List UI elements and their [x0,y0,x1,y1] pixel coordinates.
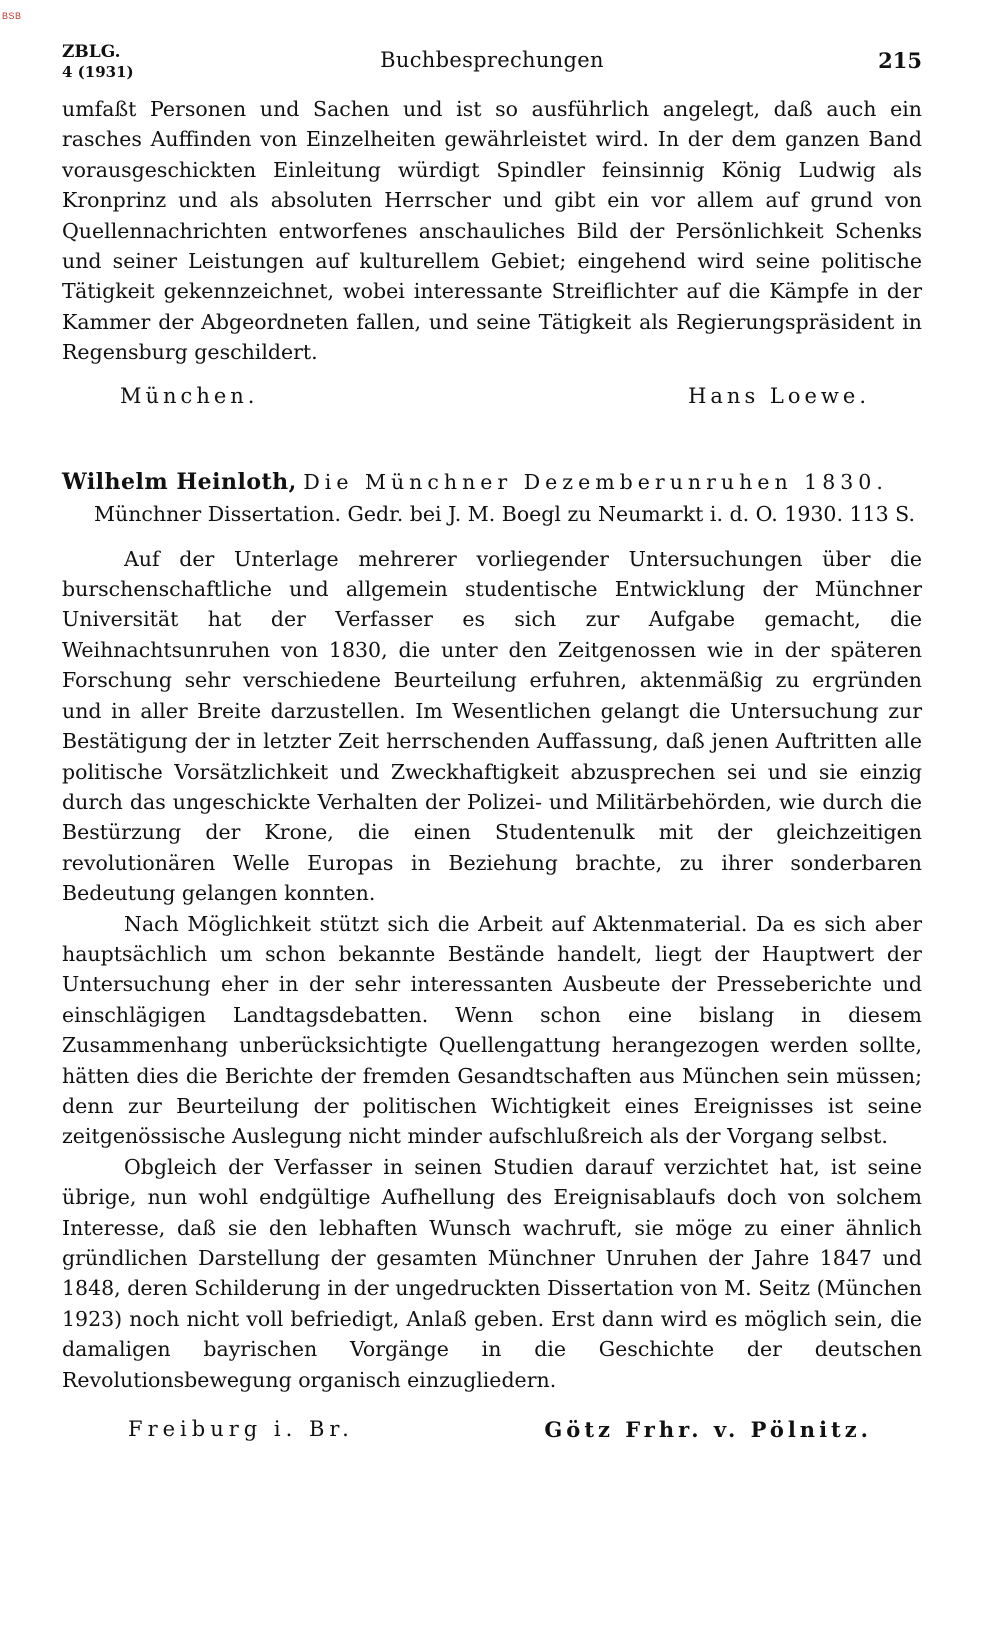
review2-reviewer: Götz Frhr. v. Pölnitz. [544,1417,872,1443]
journal-abbreviation: ZBLG. [62,42,121,62]
review2-paragraph-2: Nach Möglichkeit stützt sich die Arbeit auf Aktenmaterial. Da es sich aber hauptsächlich um schon bekannte Bestände handelt, liegt der Hauptwert der Untersuchung eher in der sehr interessanten Ausbeute der Presseberichte und einschlägigen Landtagsdebatten. Wenn schon eine bislang in diesem Zusammenhang unberücksichtigte Quellengattung herangezogen werden sollte, hätten dies die Berichte der fremden Gesandtschaften aus München sein müssen; denn zur Beurteilung der politischen Wichtigkeit eines Ereignisses ist seine zeitgenössische Auslegung nicht minder aufschlußreich als der Vorgang selbst. [62,911,922,1149]
journal-volume: 4 (1931) [62,63,134,81]
review2-paragraph-3: Obgleich der Verfasser in seinen Studien darauf verzichtet hat, ist seine übrige, nun wohl endgültige Aufhellung des Ereignisablaufs doch von solchem Interesse, daß sie den lebhaften Wunsch wachruft, sie möge zu einer ähnlich gründlichen Darstellung der gesamten Münchner Unruhen der Jahre 1847 und 1848, deren Schilderung in der ungedruckten Dissertation von M. Seitz (München 1923) noch nicht voll befriedigt, Anlaß geben. Erst dann wird es möglich sein, die damaligen bayrischen Vorgänge in die Geschichte der deutschen Revolutionsbewegung organisch einzugliedern. [62,1154,922,1392]
bsb-watermark: BSB [2,11,22,21]
review2-publication-details: Münchner Dissertation. Gedr. bei J. M. Boegl zu Neumarkt i. d. O. 1930. 113 S. [94,501,915,526]
review1-body: umfaßt Personen und Sachen und ist so ausführlich angelegt, daß auch ein rasches Auffinden von Einzelheiten gewährleistet wird. In der dem ganzen Band vorausgeschickten Einleitung würdigt Spindler feinsinnig König Ludwig als Kronprinz und als absoluten Herrscher und gibt ein vor allem auf grund von Quellennachrichten entworfenes anschauliches Bild der Persönlichkeit Schenks und seiner Leistungen auf kulturellem Gebiet; eingehend wird seine politische Tätigkeit gekennzeichnet, wobei interessante Streiflichter auf die Kämpfe in der Kammer der Abgeordneten fallen, und seine Tätigkeit als Regierungspräsident in Regensburg geschildert. [62,97,922,365]
review1-signature [62,384,922,420]
review2-signature [62,1417,922,1453]
review1-place: München. [120,383,259,408]
review2-book-title: Die Münchner Dezemberunruhen 1830. [303,469,888,494]
running-title: Buchbesprechungen [380,48,604,72]
review2-paragraph-1: Auf der Unterlage mehrerer vorliegender Untersuchungen über die burschenschaftliche und allgemein studentische Entwicklung der Münchner Universität hat der Verfasser es sich zur Aufgabe gemacht, die Weihnachtsunruhen von 1830, die unter den Zeitgenossen wie in der späteren Forschung sehr verschiedene Beurteilung erfuhren, aktenmäßig zu ergründen und in aller Breite darzustellen. Im Wesentlichen gelangt die Untersuchung zur Bestätigung der in letzter Zeit herrschenden Auffassung, daß jenen Auftritten alle politische Vorsätzlichkeit und Zweckhaftigkeit abzusprechen sei und sie einzig durch das ungeschickte Verhalten der Polizei- und Militärbehörden, wie durch die Bestürzung der Krone, die einen Studentenulk mit der gleichzeitigen revolutionären Welle Europas in Beziehung brachte, zu ihrer sonderbaren Bedeutung gelangen konnten. [62,546,922,906]
page-header [62,40,922,90]
review2-author: Wilhelm Heinloth, [62,468,297,495]
review1-reviewer: Hans Loewe. [688,383,870,408]
page-number: 215 [878,48,922,73]
review2-place: Freiburg i. Br. [128,1417,354,1442]
document-page [62,40,922,1453]
review2-bibliographic-entry [62,466,922,530]
